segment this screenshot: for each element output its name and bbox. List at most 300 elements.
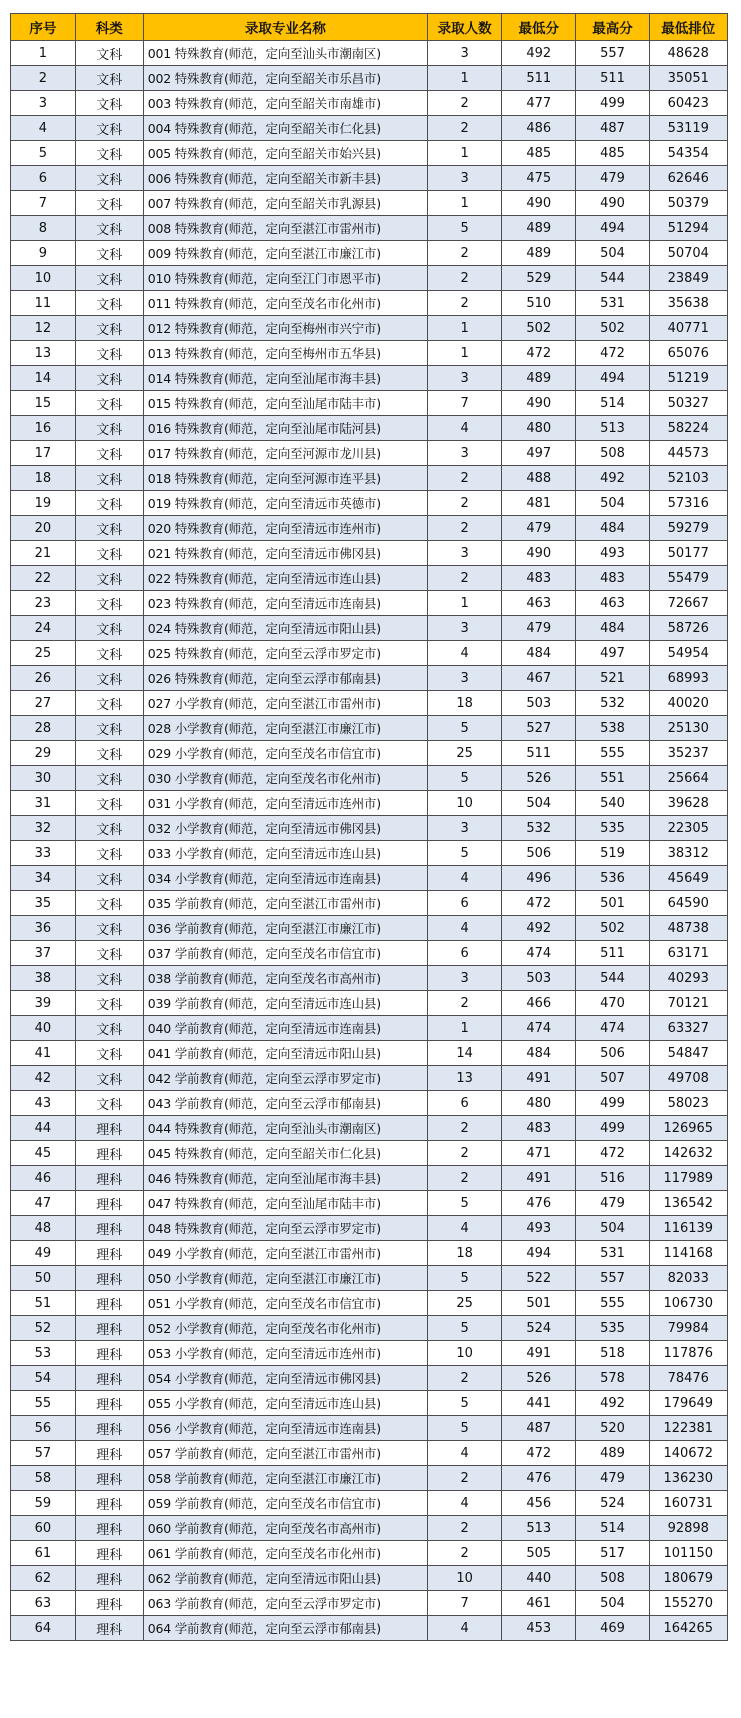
cell-admitted-count: 5 — [428, 1316, 502, 1341]
cell-category: 理科 — [75, 1141, 143, 1166]
table-row — [11, 841, 728, 866]
cell-min-rank: 54847 — [649, 1041, 727, 1066]
cell-min-rank: 117989 — [649, 1166, 727, 1191]
cell-category: 文科 — [75, 291, 143, 316]
cell-min-rank: 25664 — [649, 766, 727, 791]
cell-major-name: 064 学前教育(师范，定向至云浮市郁南县) — [143, 1616, 427, 1641]
cell-max-score: 504 — [576, 491, 649, 516]
cell-admitted-count: 2 — [428, 466, 502, 491]
table-row — [11, 1291, 728, 1316]
cell-min-score: 471 — [502, 1141, 576, 1166]
cell-min-rank: 48628 — [649, 41, 727, 66]
cell-min-score: 493 — [502, 1216, 576, 1241]
cell-admitted-count: 2 — [428, 516, 502, 541]
cell-seq: 5 — [11, 141, 76, 166]
cell-major-name: 058 学前教育(师范，定向至湛江市廉江市) — [143, 1466, 427, 1491]
cell-seq: 26 — [11, 666, 76, 691]
table-row — [11, 191, 728, 216]
cell-category: 理科 — [75, 1241, 143, 1266]
cell-category: 文科 — [75, 241, 143, 266]
table-row — [11, 466, 728, 491]
cell-max-score: 497 — [576, 641, 649, 666]
cell-seq: 61 — [11, 1541, 76, 1566]
cell-seq: 64 — [11, 1616, 76, 1641]
cell-seq: 10 — [11, 266, 76, 291]
cell-min-rank: 160731 — [649, 1491, 727, 1516]
table-row — [11, 1066, 728, 1091]
cell-min-rank: 106730 — [649, 1291, 727, 1316]
cell-admitted-count: 2 — [428, 116, 502, 141]
cell-major-name: 030 小学教育(师范，定向至茂名市化州市) — [143, 766, 427, 791]
cell-min-rank: 50704 — [649, 241, 727, 266]
cell-seq: 24 — [11, 616, 76, 641]
cell-category: 理科 — [75, 1391, 143, 1416]
cell-admitted-count: 1 — [428, 341, 502, 366]
cell-min-score: 461 — [502, 1591, 576, 1616]
cell-seq: 16 — [11, 416, 76, 441]
cell-min-rank: 40293 — [649, 966, 727, 991]
cell-seq: 36 — [11, 916, 76, 941]
cell-min-rank: 35638 — [649, 291, 727, 316]
cell-seq: 56 — [11, 1416, 76, 1441]
cell-min-rank: 35051 — [649, 66, 727, 91]
cell-seq: 37 — [11, 941, 76, 966]
cell-major-name: 037 学前教育(师范，定向至茂名市信宜市) — [143, 941, 427, 966]
cell-seq: 63 — [11, 1591, 76, 1616]
cell-max-score: 484 — [576, 616, 649, 641]
cell-major-name: 013 特殊教育(师范，定向至梅州市五华县) — [143, 341, 427, 366]
cell-min-rank: 40020 — [649, 691, 727, 716]
cell-min-score: 529 — [502, 266, 576, 291]
cell-min-score: 513 — [502, 1516, 576, 1541]
cell-min-score: 474 — [502, 1016, 576, 1041]
cell-admitted-count: 3 — [428, 816, 502, 841]
cell-major-name: 028 小学教育(师范，定向至湛江市廉江市) — [143, 716, 427, 741]
cell-seq: 3 — [11, 91, 76, 116]
cell-min-rank: 70121 — [649, 991, 727, 1016]
cell-category: 文科 — [75, 966, 143, 991]
cell-category: 理科 — [75, 1516, 143, 1541]
cell-max-score: 472 — [576, 1141, 649, 1166]
cell-category: 理科 — [75, 1316, 143, 1341]
table-row — [11, 66, 728, 91]
cell-min-rank: 62646 — [649, 166, 727, 191]
header-min-score: 最低分 — [502, 14, 576, 41]
cell-max-score: 504 — [576, 1591, 649, 1616]
cell-min-score: 479 — [502, 516, 576, 541]
cell-min-rank: 51219 — [649, 366, 727, 391]
cell-major-name: 005 特殊教育(师范，定向至韶关市始兴县) — [143, 141, 427, 166]
cell-admitted-count: 10 — [428, 791, 502, 816]
cell-min-rank: 180679 — [649, 1566, 727, 1591]
cell-min-rank: 72667 — [649, 591, 727, 616]
cell-min-score: 467 — [502, 666, 576, 691]
cell-min-score: 489 — [502, 241, 576, 266]
cell-seq: 54 — [11, 1366, 76, 1391]
cell-category: 文科 — [75, 516, 143, 541]
cell-max-score: 489 — [576, 1441, 649, 1466]
cell-max-score: 469 — [576, 1616, 649, 1641]
cell-admitted-count: 2 — [428, 566, 502, 591]
cell-min-score: 504 — [502, 791, 576, 816]
cell-admitted-count: 1 — [428, 1016, 502, 1041]
cell-min-score: 472 — [502, 1441, 576, 1466]
header-category: 科类 — [75, 14, 143, 41]
cell-max-score: 474 — [576, 1016, 649, 1041]
table-row — [11, 441, 728, 466]
cell-admitted-count: 1 — [428, 591, 502, 616]
cell-major-name: 022 特殊教育(师范，定向至清远市连山县) — [143, 566, 427, 591]
cell-seq: 27 — [11, 691, 76, 716]
cell-min-score: 492 — [502, 916, 576, 941]
cell-min-rank: 23849 — [649, 266, 727, 291]
table-row — [11, 366, 728, 391]
table-row — [11, 1341, 728, 1366]
cell-max-score: 531 — [576, 291, 649, 316]
table-row — [11, 216, 728, 241]
cell-min-rank: 57316 — [649, 491, 727, 516]
cell-min-rank: 122381 — [649, 1416, 727, 1441]
cell-seq: 44 — [11, 1116, 76, 1141]
cell-admitted-count: 4 — [428, 916, 502, 941]
cell-seq: 11 — [11, 291, 76, 316]
cell-category: 文科 — [75, 41, 143, 66]
header-seq: 序号 — [11, 14, 76, 41]
cell-min-score: 476 — [502, 1191, 576, 1216]
table-row — [11, 241, 728, 266]
cell-min-rank: 58224 — [649, 416, 727, 441]
cell-min-score: 503 — [502, 966, 576, 991]
cell-admitted-count: 3 — [428, 666, 502, 691]
cell-seq: 2 — [11, 66, 76, 91]
cell-seq: 21 — [11, 541, 76, 566]
cell-category: 文科 — [75, 616, 143, 641]
cell-admitted-count: 5 — [428, 216, 502, 241]
cell-min-score: 503 — [502, 691, 576, 716]
cell-max-score: 507 — [576, 1066, 649, 1091]
cell-min-rank: 136542 — [649, 1191, 727, 1216]
cell-min-score: 497 — [502, 441, 576, 466]
cell-category: 文科 — [75, 541, 143, 566]
cell-min-score: 477 — [502, 91, 576, 116]
cell-min-rank: 45649 — [649, 866, 727, 891]
cell-admitted-count: 1 — [428, 141, 502, 166]
cell-max-score: 502 — [576, 916, 649, 941]
cell-max-score: 538 — [576, 716, 649, 741]
cell-min-score: 441 — [502, 1391, 576, 1416]
table-row — [11, 116, 728, 141]
cell-major-name: 026 特殊教育(师范，定向至云浮市郁南县) — [143, 666, 427, 691]
cell-category: 文科 — [75, 941, 143, 966]
cell-max-score: 490 — [576, 191, 649, 216]
cell-admitted-count: 25 — [428, 741, 502, 766]
cell-admitted-count: 6 — [428, 941, 502, 966]
cell-major-name: 059 学前教育(师范，定向至茂名市信宜市) — [143, 1491, 427, 1516]
cell-category: 理科 — [75, 1191, 143, 1216]
cell-min-rank: 79984 — [649, 1316, 727, 1341]
cell-max-score: 544 — [576, 966, 649, 991]
cell-admitted-count: 4 — [428, 1616, 502, 1641]
cell-min-score: 510 — [502, 291, 576, 316]
table-row — [11, 316, 728, 341]
cell-min-score: 456 — [502, 1491, 576, 1516]
cell-min-score: 479 — [502, 616, 576, 641]
cell-min-score: 483 — [502, 1116, 576, 1141]
cell-admitted-count: 3 — [428, 166, 502, 191]
cell-min-score: 491 — [502, 1066, 576, 1091]
cell-min-score: 488 — [502, 466, 576, 491]
cell-major-name: 042 学前教育(师范，定向至云浮市罗定市) — [143, 1066, 427, 1091]
cell-min-rank: 54954 — [649, 641, 727, 666]
cell-seq: 23 — [11, 591, 76, 616]
cell-min-score: 481 — [502, 491, 576, 516]
cell-major-name: 018 特殊教育(师范，定向至河源市连平县) — [143, 466, 427, 491]
cell-max-score: 492 — [576, 1391, 649, 1416]
cell-min-rank: 114168 — [649, 1241, 727, 1266]
cell-min-rank: 63171 — [649, 941, 727, 966]
cell-min-rank: 39628 — [649, 791, 727, 816]
cell-category: 文科 — [75, 716, 143, 741]
table-row — [11, 616, 728, 641]
cell-max-score: 479 — [576, 166, 649, 191]
cell-seq: 59 — [11, 1491, 76, 1516]
cell-seq: 34 — [11, 866, 76, 891]
table-row — [11, 391, 728, 416]
cell-admitted-count: 18 — [428, 1241, 502, 1266]
cell-max-score: 502 — [576, 316, 649, 341]
cell-major-name: 039 学前教育(师范，定向至清远市连山县) — [143, 991, 427, 1016]
cell-max-score: 504 — [576, 241, 649, 266]
cell-seq: 29 — [11, 741, 76, 766]
cell-major-name: 007 特殊教育(师范，定向至韶关市乳源县) — [143, 191, 427, 216]
cell-min-score: 472 — [502, 891, 576, 916]
cell-category: 文科 — [75, 766, 143, 791]
cell-category: 文科 — [75, 1091, 143, 1116]
cell-category: 文科 — [75, 891, 143, 916]
cell-major-name: 053 小学教育(师范，定向至清远市连州市) — [143, 1341, 427, 1366]
cell-category: 文科 — [75, 191, 143, 216]
cell-seq: 38 — [11, 966, 76, 991]
cell-major-name: 061 学前教育(师范，定向至茂名市化州市) — [143, 1541, 427, 1566]
cell-major-name: 041 学前教育(师范，定向至清远市阳山县) — [143, 1041, 427, 1066]
table-row — [11, 1191, 728, 1216]
cell-major-name: 008 特殊教育(师范，定向至湛江市雷州市) — [143, 216, 427, 241]
cell-seq: 12 — [11, 316, 76, 341]
table-row — [11, 1016, 728, 1041]
cell-seq: 8 — [11, 216, 76, 241]
table-row — [11, 966, 728, 991]
cell-max-score: 535 — [576, 816, 649, 841]
cell-min-score: 466 — [502, 991, 576, 1016]
cell-max-score: 555 — [576, 1291, 649, 1316]
cell-admitted-count: 4 — [428, 641, 502, 666]
cell-major-name: 002 特殊教育(师范，定向至韶关市乐昌市) — [143, 66, 427, 91]
cell-seq: 14 — [11, 366, 76, 391]
cell-category: 文科 — [75, 916, 143, 941]
cell-min-rank: 179649 — [649, 1391, 727, 1416]
table-row — [11, 666, 728, 691]
cell-major-name: 033 小学教育(师范，定向至清远市连山县) — [143, 841, 427, 866]
table-row — [11, 416, 728, 441]
table-row — [11, 866, 728, 891]
cell-max-score: 524 — [576, 1491, 649, 1516]
cell-min-rank: 22305 — [649, 816, 727, 841]
table-row — [11, 1591, 728, 1616]
cell-max-score: 484 — [576, 516, 649, 541]
cell-admitted-count: 3 — [428, 966, 502, 991]
cell-major-name: 020 特殊教育(师范，定向至清远市连州市) — [143, 516, 427, 541]
cell-seq: 39 — [11, 991, 76, 1016]
cell-category: 文科 — [75, 116, 143, 141]
table-row — [11, 691, 728, 716]
cell-max-score: 508 — [576, 1566, 649, 1591]
cell-category: 文科 — [75, 591, 143, 616]
cell-major-name: 056 小学教育(师范，定向至清远市连南县) — [143, 1416, 427, 1441]
cell-category: 文科 — [75, 166, 143, 191]
cell-min-rank: 44573 — [649, 441, 727, 466]
table-row — [11, 1441, 728, 1466]
cell-max-score: 578 — [576, 1366, 649, 1391]
cell-max-score: 514 — [576, 1516, 649, 1541]
cell-admitted-count: 2 — [428, 1116, 502, 1141]
cell-admitted-count: 5 — [428, 716, 502, 741]
cell-seq: 18 — [11, 466, 76, 491]
cell-min-rank: 48738 — [649, 916, 727, 941]
cell-min-rank: 51294 — [649, 216, 727, 241]
cell-seq: 46 — [11, 1166, 76, 1191]
cell-min-score: 491 — [502, 1341, 576, 1366]
table-row — [11, 1266, 728, 1291]
cell-min-rank: 50177 — [649, 541, 727, 566]
cell-category: 文科 — [75, 466, 143, 491]
cell-seq: 13 — [11, 341, 76, 366]
cell-admitted-count: 5 — [428, 766, 502, 791]
cell-min-score: 476 — [502, 1466, 576, 1491]
cell-seq: 35 — [11, 891, 76, 916]
cell-admitted-count: 4 — [428, 1491, 502, 1516]
cell-admitted-count: 4 — [428, 1216, 502, 1241]
cell-category: 文科 — [75, 416, 143, 441]
cell-category: 文科 — [75, 866, 143, 891]
cell-major-name: 036 学前教育(师范，定向至湛江市廉江市) — [143, 916, 427, 941]
cell-major-name: 001 特殊教育(师范，定向至汕头市潮南区) — [143, 41, 427, 66]
cell-major-name: 004 特殊教育(师范，定向至韶关市仁化县) — [143, 116, 427, 141]
table-row — [11, 491, 728, 516]
cell-category: 文科 — [75, 1066, 143, 1091]
cell-category: 文科 — [75, 691, 143, 716]
cell-admitted-count: 2 — [428, 1366, 502, 1391]
cell-seq: 60 — [11, 1516, 76, 1541]
cell-min-score: 489 — [502, 366, 576, 391]
cell-major-name: 009 特殊教育(师范，定向至湛江市廉江市) — [143, 241, 427, 266]
cell-admitted-count: 2 — [428, 266, 502, 291]
cell-min-rank: 92898 — [649, 1516, 727, 1541]
cell-category: 理科 — [75, 1541, 143, 1566]
cell-max-score: 493 — [576, 541, 649, 566]
cell-major-name: 046 特殊教育(师范，定向至汕尾市海丰县) — [143, 1166, 427, 1191]
cell-min-rank: 78476 — [649, 1366, 727, 1391]
cell-min-score: 490 — [502, 191, 576, 216]
cell-major-name: 016 特殊教育(师范，定向至汕尾市陆河县) — [143, 416, 427, 441]
cell-max-score: 516 — [576, 1166, 649, 1191]
table-row — [11, 766, 728, 791]
cell-admitted-count: 3 — [428, 441, 502, 466]
table-row — [11, 266, 728, 291]
cell-min-rank: 63327 — [649, 1016, 727, 1041]
header-admitted-count: 录取人数 — [428, 14, 502, 41]
table-row — [11, 566, 728, 591]
table-row — [11, 716, 728, 741]
cell-seq: 31 — [11, 791, 76, 816]
cell-category: 理科 — [75, 1291, 143, 1316]
cell-major-name: 027 小学教育(师范，定向至湛江市雷州市) — [143, 691, 427, 716]
cell-max-score: 519 — [576, 841, 649, 866]
cell-min-rank: 35237 — [649, 741, 727, 766]
cell-max-score: 479 — [576, 1466, 649, 1491]
cell-category: 理科 — [75, 1466, 143, 1491]
cell-major-name: 054 小学教育(师范，定向至清远市佛冈县) — [143, 1366, 427, 1391]
cell-major-name: 043 学前教育(师范，定向至云浮市郁南县) — [143, 1091, 427, 1116]
cell-category: 文科 — [75, 1016, 143, 1041]
table-row — [11, 1391, 728, 1416]
cell-min-rank: 140672 — [649, 1441, 727, 1466]
cell-admitted-count: 1 — [428, 66, 502, 91]
cell-min-rank: 59279 — [649, 516, 727, 541]
cell-min-score: 490 — [502, 541, 576, 566]
table-row — [11, 1041, 728, 1066]
cell-category: 文科 — [75, 491, 143, 516]
header-min-rank: 最低排位 — [649, 14, 727, 41]
table-row — [11, 816, 728, 841]
cell-major-name: 012 特殊教育(师范，定向至梅州市兴宁市) — [143, 316, 427, 341]
cell-admitted-count: 2 — [428, 91, 502, 116]
cell-seq: 55 — [11, 1391, 76, 1416]
cell-min-score: 487 — [502, 1416, 576, 1441]
cell-max-score: 472 — [576, 341, 649, 366]
cell-admitted-count: 1 — [428, 191, 502, 216]
cell-min-score: 506 — [502, 841, 576, 866]
cell-admitted-count: 2 — [428, 491, 502, 516]
cell-min-score: 492 — [502, 41, 576, 66]
cell-max-score: 540 — [576, 791, 649, 816]
cell-min-score: 486 — [502, 116, 576, 141]
cell-admitted-count: 10 — [428, 1341, 502, 1366]
cell-seq: 42 — [11, 1066, 76, 1091]
cell-category: 理科 — [75, 1266, 143, 1291]
table-row — [11, 941, 728, 966]
cell-seq: 22 — [11, 566, 76, 591]
cell-category: 文科 — [75, 341, 143, 366]
header-major-name: 录取专业名称 — [143, 14, 427, 41]
cell-min-rank: 126965 — [649, 1116, 727, 1141]
cell-category: 理科 — [75, 1341, 143, 1366]
cell-max-score: 504 — [576, 1216, 649, 1241]
cell-max-score: 487 — [576, 116, 649, 141]
cell-min-rank: 55479 — [649, 566, 727, 591]
cell-admitted-count: 7 — [428, 1591, 502, 1616]
cell-seq: 62 — [11, 1566, 76, 1591]
cell-min-score: 511 — [502, 66, 576, 91]
cell-max-score: 485 — [576, 141, 649, 166]
cell-category: 理科 — [75, 1566, 143, 1591]
cell-major-name: 010 特殊教育(师范，定向至江门市恩平市) — [143, 266, 427, 291]
cell-seq: 52 — [11, 1316, 76, 1341]
cell-major-name: 038 学前教育(师范，定向至茂名市高州市) — [143, 966, 427, 991]
cell-min-score: 502 — [502, 316, 576, 341]
cell-seq: 25 — [11, 641, 76, 666]
cell-major-name: 052 小学教育(师范，定向至茂名市化州市) — [143, 1316, 427, 1341]
cell-major-name: 040 学前教育(师范，定向至清远市连南县) — [143, 1016, 427, 1041]
